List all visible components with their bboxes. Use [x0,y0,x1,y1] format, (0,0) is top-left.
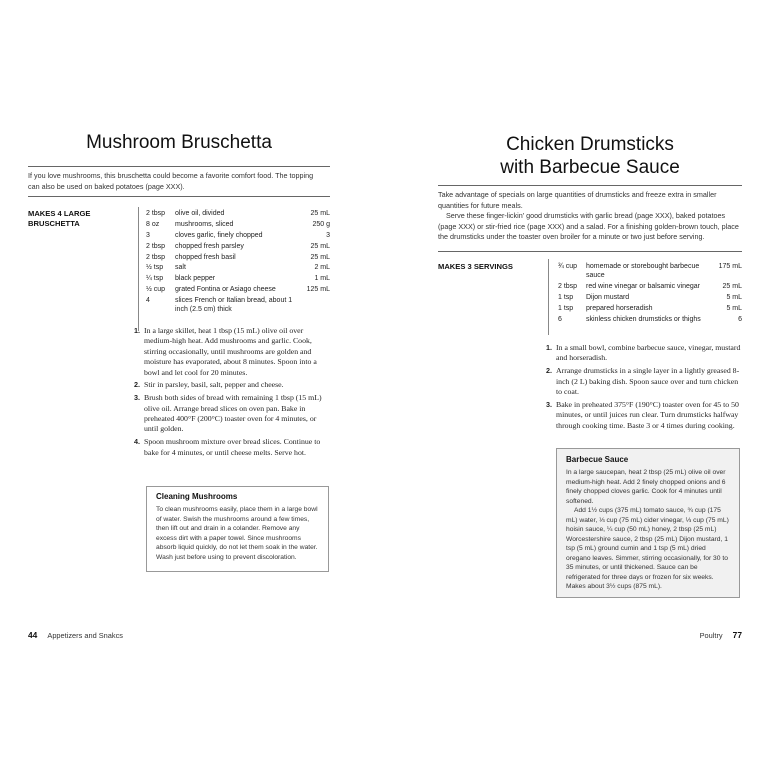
tip-box [146,486,329,572]
recipe-yield: MAKES 4 LARGE BRUSCHETTA [28,209,91,228]
ingredient-metric: 25 mL [310,210,330,217]
step-text: In a small bowl, combine barbecue sauce, vinegar, mustard and horseradish. [556,343,741,363]
intro-rule [438,251,742,252]
step-number: 3. [134,393,140,403]
ingredient-quantity: 1 tsp [558,294,574,302]
page-footer [28,630,123,640]
ingredient-row [146,253,330,262]
step-text: Bake in preheated 375°F (190°C) toaster oven for 45 to 50 minutes, or until juices run clear. Turn drumsticks halfway through cooking time. Baste 3 or 4 times during cooking. [556,399,739,430]
intro-paragraph: Serve these finger-lickin' good drumsticks with garlic bread (page XXX), baked potatoes (page XXX) or stir-fried rice (page XXX) and a salad. For a finishing golden-brown touch, place the drumsticks under the toaster oven broiler for a minute or two just before serving. [438,211,739,242]
ingredient-quantity: 1 tsp [558,304,574,312]
method-step [134,393,330,435]
ingredient-metric: 25 mL [722,283,742,291]
title-rule [438,185,742,186]
ingredient-metric: 2 mL [314,264,330,272]
ingredient-name: slices French or Italian bread, about 1 inch (2.5 cm) thick [175,297,293,314]
sauce-paragraph: Add 1½ cups (375 mL) tomato sauce, ¾ cup (175 mL) water, ⅓ cup (75 mL) cider vinegar, ⅓ cup (75 mL) hoisin sauce, ¼ cup (50 mL) honey, 2 tbsp (25 mL) Worcestershire sauce, 2 tbsp (25 mL) Dijon mustard, 1 tsp (5 mL) ground cumin and 1 tsp (5 mL) dried oregano leaves. Simmer, stirring occasionally, for 30 to 35 minutes, or until thickened. Sauce can be refrigerated for three days or frozen for six weeks. Makes about 3½ cups (875 mL). [566,507,729,590]
ingredient-list [146,209,330,316]
footer-section: Poultry [699,631,723,640]
ingredients-divider [138,207,139,331]
method-steps [546,343,742,433]
ingredient-quantity: 2 tbsp [558,283,578,291]
ingredient-quantity: 2 tbsp [146,210,166,217]
recipe-intro: If you love mushrooms, this bruschetta could become a favorite comfort food. The topping can also be used on baked potatoes (page XXX). [28,171,314,191]
ingredient-name: chopped fresh parsley [175,242,244,250]
ingredient-name: grated Fontina or Asiago cheese [175,286,276,294]
method-step [134,380,330,390]
step-text: Spoon mushroom mixture over bread slices. Continue to bake for 4 minutes, or until cheese melts. Serve hot. [144,437,321,457]
ingredient-metric: 25 mL [310,242,330,250]
ingredients-divider [548,259,549,335]
ingredient-row [146,296,330,315]
page-number: 77 [732,630,742,640]
ingredient-row [558,293,742,302]
intro-paragraph: Take advantage of specials on large quantities of drumsticks and freeze extra in smaller quantities for future meals. [438,190,717,210]
step-text: Brush both sides of bread with remaining 1 tbsp (15 mL) olive oil. Arrange bread slices on oven pan. Bake in preheated 400°F (200°C) toaster oven for 4 minutes, or until golden. [144,393,322,434]
page-footer [700,630,742,640]
method-step [134,326,330,378]
step-number: 1. [134,326,140,335]
step-number: 3. [546,399,552,409]
step-text: In a large skillet, heat 1 tbsp (15 mL) olive oil over medium-high heat. Add mushrooms and garlic. Cook, stirring occasionally, until mushrooms are golden and moisture has evaporated, about 8 minutes. Spoon into a bowl and let cool for 20 minutes. [144,326,317,377]
ingredient-name: prepared horseradish [586,304,653,312]
recipe-title-line2: with Barbecue Sauce [500,157,680,178]
method-steps [134,326,330,460]
ingredient-metric: 175 mL [718,263,742,270]
recipe-title: Mushroom Bruschetta [86,132,272,153]
ingredient-row [146,242,330,251]
ingredient-metric: 5 mL [726,294,742,302]
ingredient-row [146,263,330,272]
ingredient-quantity: ½ tsp [146,264,164,272]
step-number: 4. [134,437,140,447]
ingredient-name: mushrooms, sliced [175,220,234,228]
page-number: 44 [28,630,38,640]
ingredient-name: cloves garlic, finely chopped [175,231,263,239]
step-number: 2. [134,380,140,390]
recipe-yield: MAKES 3 SERVINGS [438,262,513,271]
recipe-title [438,133,742,179]
ingredient-quantity: 6 [558,315,562,323]
ingredient-row [558,304,742,313]
method-step [134,437,330,458]
ingredient-quantity: ¾ cup [558,263,578,270]
ingredient-quantity: ¼ tsp [146,275,164,283]
ingredient-list [558,262,742,326]
ingredient-row [146,220,330,229]
step-text: Arrange drumsticks in a single layer in a lightly greased 8-inch (2 L) baking dish. Spoon sauce over and turn chicken to coat. [556,366,740,397]
step-text: Stir in parsley, basil, salt, pepper and cheese. [144,380,284,390]
ingredient-name: black pepper [175,275,216,283]
ingredient-row [558,282,742,291]
recipe-intro [438,190,740,243]
ingredient-name: homemade or storebought barbecue sauce [586,263,700,280]
title-rule [28,166,330,167]
tip-text: To clean mushrooms easily, place them in a large bowl of water. Swish the mushrooms around a few times, then lift out and drain in a colander. Remove any excess dirt with a paper towel. Since mushrooms absorb liquid quickly, do not let them soak in the water. Wash just before using to prevent discoloration. [156,506,318,561]
ingredient-row [558,315,742,324]
ingredient-metric: 1 mL [314,275,330,283]
sauce-box [556,448,740,598]
ingredient-name: skinless chicken drumsticks or thighs [586,315,701,323]
intro-rule [28,196,330,197]
tip-title: Cleaning Mushrooms [156,492,238,501]
ingredient-name: salt [175,264,186,272]
step-number: 2. [546,366,552,376]
ingredient-row [146,209,330,218]
ingredient-metric: 125 mL [306,286,330,294]
ingredient-name: olive oil, divided [175,210,225,217]
ingredient-quantity: ½ cup [146,286,166,294]
ingredient-metric: 3 [326,231,330,239]
step-number: 1. [546,343,552,352]
ingredient-metric: 6 [738,315,742,323]
method-step [546,366,742,397]
ingredient-quantity: 2 tbsp [146,242,166,250]
ingredient-metric: 250 g [312,220,330,228]
ingredient-metric: 5 mL [726,304,742,312]
ingredient-row [146,274,330,283]
ingredient-quantity: 8 oz [146,220,160,228]
sauce-paragraph: In a large saucepan, heat 2 tbsp (25 mL) olive oil over medium-high heat. Add 2 finely chopped onions and 6 finely chopped cloves garlic. Cook for 4 minutes until softened. [566,469,726,505]
recipe-title-line1: Chicken Drumsticks [506,134,674,155]
sauce-title: Barbecue Sauce [566,455,629,464]
ingredient-quantity: 3 [146,231,150,239]
ingredient-row [146,231,330,240]
method-step [546,400,742,431]
ingredient-metric: 25 mL [310,253,330,261]
ingredient-row [146,285,330,294]
ingredient-name: chopped fresh basil [175,253,236,261]
ingredient-quantity: 2 tbsp [146,253,166,261]
ingredient-name: Dijon mustard [586,294,630,302]
footer-section: Appetizers and Snakcs [47,631,123,640]
method-step [546,343,742,364]
ingredient-row [558,262,742,281]
ingredient-metric [298,296,330,315]
ingredient-quantity: 4 [146,297,150,305]
ingredient-name: red wine vinegar or balsamic vinegar [586,283,700,291]
